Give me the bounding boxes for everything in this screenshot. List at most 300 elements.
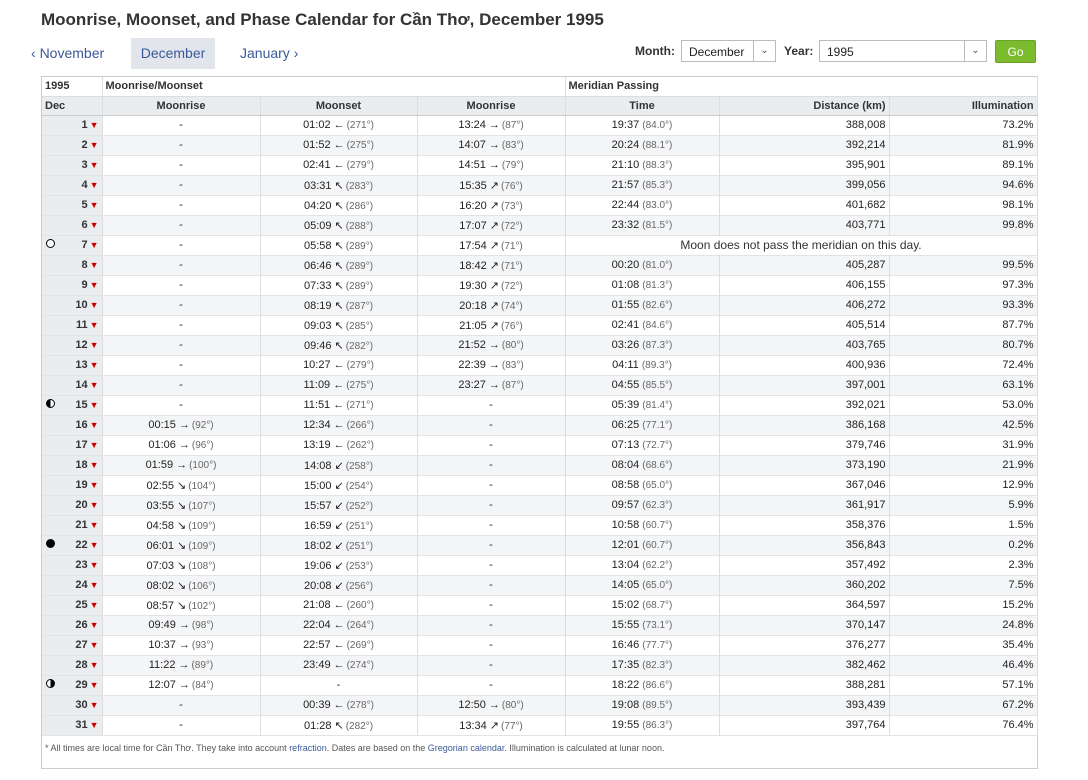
day-cell[interactable] xyxy=(42,135,102,155)
illumination-cell: 80.7% xyxy=(889,335,1037,355)
moonrise-cell xyxy=(417,375,565,395)
moonrise-cell xyxy=(102,715,260,735)
azimuth-value: (288°) xyxy=(345,220,374,232)
distance-cell: 392,021 xyxy=(719,395,889,415)
moonrise-cell xyxy=(417,675,565,695)
meridian-time-cell xyxy=(565,455,719,475)
azimuth-value: (73°) xyxy=(500,200,523,212)
direction-arrow-icon: ↙ xyxy=(334,539,344,552)
year-header: 1995 xyxy=(42,77,102,96)
time-value: 06:25 xyxy=(611,419,640,431)
day-cell[interactable] xyxy=(42,395,102,415)
time-value: 19:30 xyxy=(459,279,487,292)
moonrise-cell xyxy=(417,335,565,355)
distance-cell: 405,514 xyxy=(719,315,889,335)
direction-arrow-icon: ↙ xyxy=(334,519,344,532)
table-row xyxy=(42,215,1037,235)
direction-arrow-icon: ↗ xyxy=(489,719,499,732)
moonset-cell xyxy=(260,475,417,495)
illumination-cell: 12.9% xyxy=(889,475,1037,495)
azimuth-value: (100°) xyxy=(189,460,217,471)
table-row xyxy=(42,355,1037,375)
day-number: 1 xyxy=(81,119,88,131)
day-cell[interactable] xyxy=(42,415,102,435)
direction-arrow-icon: ↗ xyxy=(489,279,499,292)
day-cell[interactable] xyxy=(42,495,102,515)
page-title: Moonrise, Moonset, and Phase Calendar for Cần Thơ, December 1995 xyxy=(41,10,604,29)
empty-value: - xyxy=(179,299,183,311)
direction-arrow-icon: ↖ xyxy=(334,339,344,352)
azimuth-value: (278°) xyxy=(346,700,374,711)
azimuth-value: (79°) xyxy=(501,160,524,171)
altitude-value: (60.7°) xyxy=(642,540,673,551)
moonrise-cell xyxy=(417,475,565,495)
chevron-right-icon: › xyxy=(293,45,299,61)
day-cell[interactable] xyxy=(42,235,102,255)
moonrise-cell xyxy=(102,615,260,635)
time-value: 22:57 xyxy=(303,639,331,651)
direction-arrow-icon: ↙ xyxy=(334,499,344,512)
illumination-cell: 5.9% xyxy=(889,495,1037,515)
moonrise-header: Moonrise xyxy=(417,96,565,115)
time-value: 20:08 xyxy=(303,579,332,592)
table-row xyxy=(42,115,1037,135)
direction-arrow-icon: → xyxy=(178,639,190,651)
direction-arrow-icon: ↖ xyxy=(334,319,344,332)
day-cell[interactable] xyxy=(42,515,102,535)
day-cell[interactable] xyxy=(42,635,102,655)
moonrise-cell xyxy=(102,475,260,495)
distance-cell: 388,008 xyxy=(719,115,889,135)
refraction-link[interactable]: refraction xyxy=(289,743,327,753)
chevron-left-icon: ‹ xyxy=(31,45,36,61)
illumination-cell: 63.1% xyxy=(889,375,1037,395)
time-value: 15:00 xyxy=(303,479,332,492)
prev-month-link[interactable] xyxy=(31,38,104,68)
year-label: Year: xyxy=(784,44,814,58)
table-row xyxy=(42,695,1037,715)
illumination-cell: 87.7% xyxy=(889,315,1037,335)
year-select[interactable] xyxy=(819,40,987,62)
day-cell[interactable] xyxy=(42,155,102,175)
day-cell[interactable] xyxy=(42,335,102,355)
azimuth-value: (77°) xyxy=(500,720,523,732)
distance-cell: 370,147 xyxy=(719,615,889,635)
time-value: 05:58 xyxy=(303,239,332,252)
altitude-value: (82.6°) xyxy=(642,300,673,311)
distance-header: Distance (km) xyxy=(719,96,889,115)
azimuth-value: (287°) xyxy=(345,300,374,312)
moonrise-cell xyxy=(102,495,260,515)
day-cell[interactable] xyxy=(42,695,102,715)
azimuth-value: (283°) xyxy=(345,180,374,192)
moonrise-cell xyxy=(102,235,260,255)
illumination-cell: 67.2% xyxy=(889,695,1037,715)
direction-arrow-icon: ↙ xyxy=(334,559,344,572)
chevron-down-icon: ▼ xyxy=(89,400,99,410)
azimuth-value: (107°) xyxy=(188,500,216,512)
table-row xyxy=(42,235,1037,255)
direction-arrow-icon: ↙ xyxy=(334,479,344,492)
moonset-cell xyxy=(260,135,417,155)
azimuth-value: (87°) xyxy=(501,380,524,391)
altitude-value: (88.3°) xyxy=(642,160,673,171)
altitude-value: (65.0°) xyxy=(642,480,673,491)
chevron-down-icon: ▼ xyxy=(89,560,99,570)
moonrise-cell xyxy=(417,315,565,335)
time-value: 04:11 xyxy=(612,359,639,371)
moonrise-cell xyxy=(417,135,565,155)
meridian-time-cell xyxy=(565,415,719,435)
time-value: 06:01 xyxy=(146,539,174,552)
meridian-time-cell xyxy=(565,115,719,135)
meridian-time-cell xyxy=(565,255,719,275)
azimuth-value: (74°) xyxy=(500,300,523,312)
direction-arrow-icon: ↘ xyxy=(176,539,187,552)
direction-arrow-icon: → xyxy=(488,359,500,371)
moonrise-cell xyxy=(417,355,565,375)
empty-value: - xyxy=(179,279,183,291)
illumination-header: Illumination xyxy=(889,96,1037,115)
day-number: 19 xyxy=(75,479,88,491)
day-number: 4 xyxy=(81,179,88,191)
time-value: 19:37 xyxy=(611,119,640,131)
direction-arrow-icon: ↖ xyxy=(334,259,344,272)
illumination-cell: 73.2% xyxy=(889,115,1037,135)
day-number: 11 xyxy=(75,319,88,331)
azimuth-value: (76°) xyxy=(500,320,523,332)
day-number: 2 xyxy=(81,139,88,151)
distance-cell: 386,168 xyxy=(719,415,889,435)
moonrise-cell xyxy=(102,515,260,535)
moonrise-cell xyxy=(417,175,565,195)
altitude-value: (65.0°) xyxy=(642,580,673,591)
moonset-cell xyxy=(260,395,417,415)
day-cell[interactable] xyxy=(42,615,102,635)
illumination-cell: 2.3% xyxy=(889,555,1037,575)
chevron-down-icon: ▼ xyxy=(89,140,99,150)
meridian-time-cell xyxy=(565,695,719,715)
time-value: 07:03 xyxy=(146,559,174,572)
time-value: 15:55 xyxy=(611,619,640,631)
moonset-cell xyxy=(260,535,417,555)
empty-value: - xyxy=(489,459,493,471)
time-value: 11:22 xyxy=(148,659,176,671)
time-value: 21:57 xyxy=(611,179,640,191)
moonset-cell xyxy=(260,595,417,615)
azimuth-value: (269°) xyxy=(346,640,374,651)
chevron-down-icon: ▼ xyxy=(89,580,99,590)
table-row xyxy=(42,655,1037,675)
altitude-value: (89.3°) xyxy=(641,360,672,371)
month-select[interactable] xyxy=(681,40,776,62)
moonrise-cell xyxy=(102,635,260,655)
illumination-cell: 98.1% xyxy=(889,195,1037,215)
distance-cell: 397,001 xyxy=(719,375,889,395)
empty-value: - xyxy=(179,199,183,211)
day-cell[interactable] xyxy=(42,195,102,215)
moonrise-cell xyxy=(417,555,565,575)
chevron-down-icon: ▼ xyxy=(89,120,99,130)
moonrise-cell xyxy=(417,595,565,615)
moonrise-cell xyxy=(417,455,565,475)
chevron-down-icon: ▼ xyxy=(89,460,99,470)
table-row xyxy=(42,135,1037,155)
table-row xyxy=(42,515,1037,535)
day-cell[interactable] xyxy=(42,595,102,615)
empty-value: - xyxy=(489,659,493,671)
distance-cell: 358,376 xyxy=(719,515,889,535)
time-value: 18:02 xyxy=(303,539,332,552)
direction-arrow-icon: ↖ xyxy=(334,719,344,732)
moonset-cell xyxy=(260,415,417,435)
illumination-cell: 0.2% xyxy=(889,535,1037,555)
altitude-value: (81.5°) xyxy=(642,220,673,231)
chevron-down-icon: ▼ xyxy=(89,320,99,330)
direction-arrow-icon: ↗ xyxy=(489,179,499,192)
illumination-cell: 99.5% xyxy=(889,255,1037,275)
table-row xyxy=(42,295,1037,315)
day-cell[interactable] xyxy=(42,115,102,135)
meridian-time-cell xyxy=(565,575,719,595)
day-cell[interactable] xyxy=(42,255,102,275)
moonset-cell xyxy=(260,615,417,635)
moonrise-cell xyxy=(102,215,260,235)
time-value: 22:04 xyxy=(303,619,331,631)
day-number: 15 xyxy=(75,399,88,411)
moonrise-cell xyxy=(102,595,260,615)
time-value: 19:08 xyxy=(611,699,640,711)
azimuth-value: (251°) xyxy=(345,520,374,532)
day-cell[interactable] xyxy=(42,675,102,695)
moonrise-cell xyxy=(102,695,260,715)
moonset-cell xyxy=(260,375,417,395)
direction-arrow-icon: → xyxy=(488,339,500,351)
time-value: 21:10 xyxy=(611,159,640,171)
day-number: 8 xyxy=(81,259,88,271)
moonset-cell xyxy=(260,575,417,595)
moonrise-cell xyxy=(417,215,565,235)
chevron-down-icon: ▼ xyxy=(89,420,99,430)
table-row xyxy=(42,475,1037,495)
moonset-cell xyxy=(260,155,417,175)
next-month-label: January xyxy=(240,45,290,61)
day-cell[interactable] xyxy=(42,655,102,675)
go-button[interactable]: Go xyxy=(995,40,1036,63)
moon-calendar-table xyxy=(42,77,1038,736)
day-cell[interactable] xyxy=(42,175,102,195)
moonset-cell xyxy=(260,635,417,655)
direction-arrow-icon: → xyxy=(176,459,188,471)
chevron-down-icon: ▼ xyxy=(89,380,99,390)
direction-arrow-icon: ↗ xyxy=(489,199,499,212)
table-row xyxy=(42,635,1037,655)
day-cell[interactable] xyxy=(42,355,102,375)
chevron-down-icon: ▼ xyxy=(89,500,99,510)
empty-value: - xyxy=(179,319,183,331)
azimuth-value: (252°) xyxy=(345,500,374,512)
azimuth-value: (106°) xyxy=(188,580,216,592)
illumination-cell: 24.8% xyxy=(889,615,1037,635)
azimuth-value: (71°) xyxy=(500,260,523,272)
azimuth-value: (271°) xyxy=(346,400,374,411)
illumination-cell: 76.4% xyxy=(889,715,1037,735)
moonrise-cell xyxy=(417,515,565,535)
moonset-header: Moonset xyxy=(260,96,417,115)
distance-cell: 399,056 xyxy=(719,175,889,195)
altitude-value: (87.3°) xyxy=(642,340,673,351)
azimuth-value: (289°) xyxy=(345,280,374,292)
moonrise-cell xyxy=(417,655,565,675)
azimuth-value: (80°) xyxy=(501,340,524,351)
empty-value: - xyxy=(179,399,183,411)
moonset-cell xyxy=(260,255,417,275)
moonrise-cell xyxy=(417,115,565,135)
empty-value: - xyxy=(489,439,493,451)
azimuth-value: (258°) xyxy=(345,460,374,472)
moonrise-cell xyxy=(102,455,260,475)
time-value: 17:35 xyxy=(611,659,640,671)
azimuth-value: (108°) xyxy=(188,560,216,572)
moonset-cell xyxy=(260,335,417,355)
meridian-time-cell xyxy=(565,615,719,635)
time-value: 03:26 xyxy=(611,339,640,351)
time-value: 18:42 xyxy=(459,259,487,272)
time-value: 02:41 xyxy=(303,159,331,171)
day-number: 6 xyxy=(81,219,88,231)
direction-arrow-icon: ← xyxy=(333,699,345,711)
time-value: 06:46 xyxy=(303,259,332,272)
day-cell[interactable] xyxy=(42,575,102,595)
distance-cell: 357,492 xyxy=(719,555,889,575)
direction-arrow-icon: → xyxy=(488,159,500,171)
illumination-cell: 42.5% xyxy=(889,415,1037,435)
day-number: 14 xyxy=(75,379,88,391)
distance-cell: 397,764 xyxy=(719,715,889,735)
time-value: 09:46 xyxy=(303,339,332,352)
altitude-value: (85.5°) xyxy=(642,380,673,391)
moonset-cell xyxy=(260,315,417,335)
day-cell[interactable] xyxy=(42,215,102,235)
time-value: 14:08 xyxy=(303,459,332,472)
day-number: 25 xyxy=(75,599,88,611)
moonrise-cell xyxy=(417,275,565,295)
moonrise-cell xyxy=(417,535,565,555)
day-number: 21 xyxy=(75,519,88,531)
altitude-value: (62.3°) xyxy=(642,500,673,511)
azimuth-value: (98°) xyxy=(191,620,214,631)
moonset-cell xyxy=(260,715,417,735)
time-value: 00:15 xyxy=(148,419,176,431)
day-cell[interactable] xyxy=(42,375,102,395)
meridian-time-cell xyxy=(565,535,719,555)
azimuth-value: (83°) xyxy=(501,140,524,151)
azimuth-value: (80°) xyxy=(501,700,524,711)
distance-cell: 373,190 xyxy=(719,455,889,475)
direction-arrow-icon: ← xyxy=(333,619,345,631)
meridian-time-cell xyxy=(565,315,719,335)
distance-cell: 406,155 xyxy=(719,275,889,295)
azimuth-value: (109°) xyxy=(188,520,216,532)
table-row xyxy=(42,415,1037,435)
time-value: 23:27 xyxy=(458,379,486,391)
time-value: 01:08 xyxy=(611,279,640,291)
time-value: 16:20 xyxy=(459,199,487,212)
empty-value: - xyxy=(179,259,183,271)
empty-value: - xyxy=(179,699,183,711)
table-row xyxy=(42,615,1037,635)
empty-value: - xyxy=(179,159,183,171)
day-cell[interactable] xyxy=(42,555,102,575)
azimuth-value: (87°) xyxy=(501,120,524,131)
day-number: 5 xyxy=(81,199,88,211)
day-cell[interactable] xyxy=(42,275,102,295)
day-cell[interactable] xyxy=(42,535,102,555)
day-cell[interactable] xyxy=(42,435,102,455)
direction-arrow-icon: ← xyxy=(333,159,345,171)
direction-arrow-icon: → xyxy=(178,439,190,451)
time-value: 23:32 xyxy=(611,219,640,231)
moonrise-cell xyxy=(417,575,565,595)
altitude-value: (60.7°) xyxy=(642,520,673,531)
empty-value: - xyxy=(179,119,183,131)
prev-month-label: November xyxy=(39,45,105,61)
time-value: 11:51 xyxy=(303,399,331,411)
direction-arrow-icon: ↘ xyxy=(176,499,187,512)
illumination-cell: 89.1% xyxy=(889,155,1037,175)
azimuth-value: (260°) xyxy=(346,600,374,611)
azimuth-value: (274°) xyxy=(346,660,374,671)
moonrise-cell xyxy=(102,675,260,695)
chevron-down-icon: ▼ xyxy=(89,680,99,690)
chevron-down-icon: ▼ xyxy=(89,540,99,550)
moonset-cell xyxy=(260,435,417,455)
direction-arrow-icon: ↘ xyxy=(176,579,187,592)
azimuth-value: (93°) xyxy=(191,640,214,651)
day-cell[interactable] xyxy=(42,715,102,735)
time-value: 08:58 xyxy=(611,479,640,491)
moonrise-cell xyxy=(417,155,565,175)
moonset-cell xyxy=(260,175,417,195)
day-cell[interactable] xyxy=(42,315,102,335)
empty-value: - xyxy=(489,639,493,651)
azimuth-value: (102°) xyxy=(188,600,216,612)
altitude-value: (84.6°) xyxy=(642,320,673,331)
next-month-link[interactable] xyxy=(240,38,298,68)
moon-phase-icon xyxy=(46,539,55,548)
chevron-down-icon: ▼ xyxy=(89,600,99,610)
azimuth-value: (254°) xyxy=(345,480,374,492)
table-row xyxy=(42,675,1037,695)
moonrise-cell xyxy=(102,415,260,435)
table-row xyxy=(42,495,1037,515)
moonset-cell xyxy=(260,275,417,295)
gregorian-calendar-link[interactable]: Gregorian calendar xyxy=(427,743,505,753)
azimuth-value: (104°) xyxy=(188,480,216,492)
day-cell[interactable] xyxy=(42,455,102,475)
empty-value: - xyxy=(179,219,183,231)
time-value: 13:24 xyxy=(458,119,486,131)
moonrise-cell xyxy=(102,355,260,375)
day-cell[interactable] xyxy=(42,295,102,315)
time-value: 10:58 xyxy=(611,519,640,531)
time-value: 19:55 xyxy=(611,719,640,731)
empty-value: - xyxy=(489,519,493,531)
direction-arrow-icon: ↖ xyxy=(334,219,344,232)
day-cell[interactable] xyxy=(42,475,102,495)
direction-arrow-icon: ↘ xyxy=(176,519,187,532)
time-value: 20:18 xyxy=(459,299,487,312)
